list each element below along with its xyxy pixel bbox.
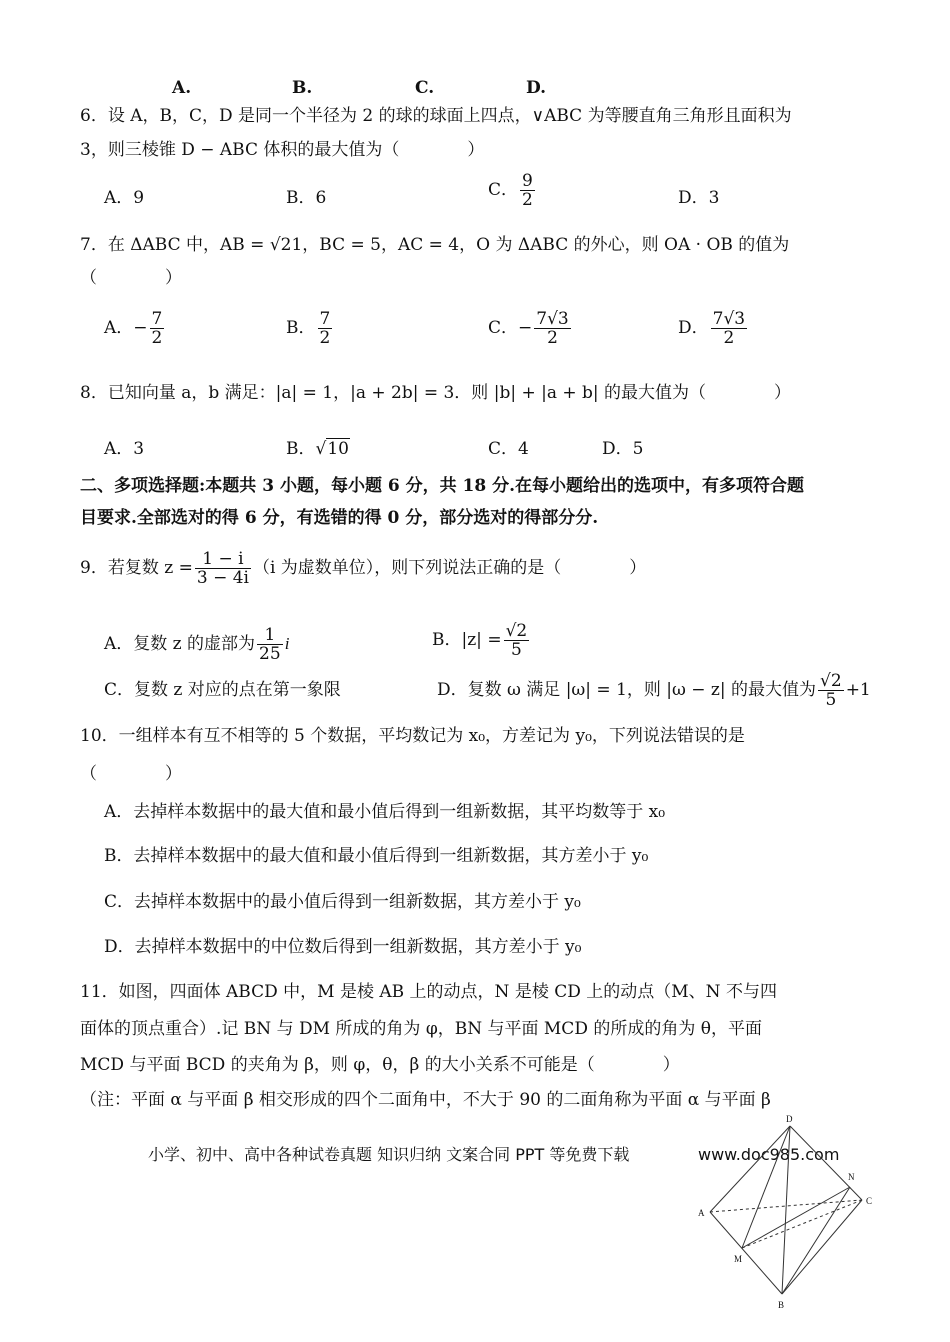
top-choice-a: A. [172, 78, 192, 98]
q7-a-num: 7 [151, 309, 163, 329]
label-b: B [778, 1300, 785, 1310]
q9-a-label: A．复数 z 的虚部为 [104, 634, 256, 654]
q9-d-tail: +1 [845, 680, 871, 700]
q9-a-den: 25 [259, 644, 281, 664]
q10-option-a: A．去掉样本数据中的最大值和最小值后得到一组新数据，其平均数等于 x₀ [104, 802, 666, 822]
q6-option-c [488, 172, 537, 209]
q9-b-lhs: |z| = [461, 630, 502, 650]
q9-a-fraction [257, 626, 283, 663]
q7-option-c [488, 310, 573, 347]
section2-line2: 目要求.全部选对的得 6 分，有选错的得 0 分，部分选对的得部分分. [80, 508, 599, 528]
q9-den: 3 − 4i [196, 568, 249, 588]
q10-line2: （ ） [80, 764, 182, 784]
segment-mn [742, 1187, 850, 1248]
q11-line1: 11．如图，四面体 ABCD 中，M 是棱 AB 上的动点，N 是棱 CD 上的动点（M、N 不与四 [80, 982, 777, 1002]
section2-line1: 二、多项选择题:本题共 3 小题，每小题 6 分，共 18 分.在每小题给出的选项中，有多项符合题 [80, 476, 805, 496]
q10-line1: 10．一组样本有互不相等的 5 个数据，平均数记为 x₀，方差记为 y₀，下列说法错误的是 [80, 726, 745, 746]
q9-d-label: D．复数 ω 满足 |ω| = 1，则 |ω − z| 的最大值为 [437, 680, 817, 700]
segment-dm [742, 1126, 790, 1248]
label-n: N [848, 1172, 855, 1182]
edge-bc [782, 1200, 862, 1294]
q7-c-label: C．− [488, 318, 533, 338]
q7-d-num: 7√3 [712, 309, 746, 329]
label-d: D [786, 1114, 793, 1124]
label-c: C [866, 1196, 873, 1206]
q6-c-num: 9 [522, 171, 533, 191]
q8-option-b: B．√10 [286, 439, 349, 459]
q9-b-label: B． [432, 630, 462, 650]
q11-line4: （注：平面 α 与平面 β 相交形成的四个二面角中，不大于 90 的二面角称为平面 α 与平面 β [80, 1090, 771, 1110]
q7-b-fraction [318, 310, 333, 347]
q9-option-a [104, 626, 289, 663]
q8-line1: 8．已知向量 a，b 满足：|a| = 1，|a + 2b| = 3．则 |b| + |a + b| 的最大值为（ ） [80, 383, 792, 403]
q8-option-c: C．4 [488, 439, 529, 459]
footer-text: 小学、初中、高中各种试卷真题 知识归纳 文案合同 PPT 等免费下载 [148, 1145, 630, 1164]
q7-d-den: 2 [723, 328, 735, 348]
q9-a-i: i [284, 634, 290, 653]
q7-line1: 7．在 ΔABC 中，AB = √21，BC = 5，AC = 4，O 为 ΔABC 的外心，则 OA · OB 的值为 [80, 235, 790, 255]
q9-prefix: 9．若复数 [80, 558, 159, 578]
q8-option-d: D．5 [602, 439, 644, 459]
q9-z-eq: z = [164, 558, 193, 578]
q9-d-num: √2 [820, 671, 842, 691]
q6-option-b: B．6 [286, 188, 327, 208]
q7-d-label: D． [678, 318, 709, 338]
q6-line2: 3，则三棱锥 D − ABC 体积的最大值为（ ） [80, 140, 485, 160]
q9-option-c: C．复数 z 对应的点在第一象限 [104, 680, 341, 700]
q6-c-den: 2 [522, 190, 533, 210]
top-choice-b: B. [292, 78, 313, 98]
label-a: A [698, 1208, 705, 1218]
q7-c-den: 2 [547, 328, 558, 348]
q7-a-label: A．− [104, 318, 148, 338]
edge-ab [710, 1212, 782, 1294]
q7-a-fraction [150, 310, 165, 347]
q7-b-label: B． [286, 318, 316, 338]
q6-option-a: A．9 [104, 188, 145, 208]
edge-da [710, 1126, 790, 1212]
q7-c-num: 7√3 [536, 309, 569, 329]
q10-option-c: C．去掉样本数据中的最小值后得到一组新数据，其方差小于 y₀ [104, 892, 581, 912]
q9-num: 1 − i [195, 550, 251, 569]
top-choice-c: C. [415, 78, 435, 98]
q11-line3: MCD 与平面 BCD 的夹角为 β，则 φ，θ，β 的大小关系不可能是（ ） [80, 1055, 680, 1075]
q7-a-den: 2 [151, 328, 163, 348]
q7-b-den: 2 [319, 328, 331, 348]
q10-option-d: D．去掉样本数据中的中位数后得到一组新数据，其方差小于 y₀ [104, 937, 582, 957]
q6-line1: 6．设 A，B，C，D 是同一个半径为 2 的球的球面上四点，∨ABC 为等腰直角三角形且面积为 [80, 106, 792, 126]
q9-d-den: 5 [825, 690, 837, 710]
q9-b-fraction [504, 622, 530, 659]
segment-bn [782, 1187, 850, 1294]
q7-d-fraction [711, 310, 747, 347]
q7-option-b [286, 310, 334, 347]
footer-url[interactable]: www.doc985.com [698, 1145, 840, 1164]
q9-b-den: 5 [510, 640, 522, 660]
q9-b-num: √2 [505, 621, 528, 641]
q8-option-a: A．3 [104, 439, 145, 459]
q9-option-d [437, 672, 871, 709]
q9-d-fraction [818, 672, 844, 709]
label-m: M [734, 1254, 743, 1264]
segment-mc-hidden [742, 1200, 862, 1248]
q9-a-num: 1 [257, 626, 283, 645]
edge-dc [790, 1126, 862, 1200]
q7-line2: （ ） [80, 268, 182, 288]
q9-option-b [432, 622, 531, 659]
q7-c-fraction [534, 310, 570, 347]
q7-option-d [678, 310, 749, 347]
q6-option-c-label: C． [488, 180, 519, 200]
q6-option-d: D．3 [678, 188, 720, 208]
q6-option-c-fraction [520, 172, 535, 209]
q8-b-value: 10 [327, 439, 349, 459]
q11-line2: 面体的顶点重合）.记 BN 与 DM 所成的角为 φ，BN 与平面 MCD 的所成的角为 θ，平面 [80, 1019, 762, 1039]
q7-option-a [104, 310, 166, 347]
q9-suffix: （i 为虚数单位），则下列说法正确的是（ ） [252, 558, 647, 578]
q10-option-b: B．去掉样本数据中的最大值和最小值后得到一组新数据，其方差小于 y₀ [104, 846, 649, 866]
edge-db [782, 1126, 790, 1294]
tetrahedron-figure [690, 1112, 880, 1312]
top-choice-d: D. [526, 78, 547, 98]
q7-b-num: 7 [319, 309, 331, 329]
q9-stem [80, 550, 646, 587]
q8-b-label: B． [286, 439, 316, 459]
q9-fraction [195, 550, 251, 587]
